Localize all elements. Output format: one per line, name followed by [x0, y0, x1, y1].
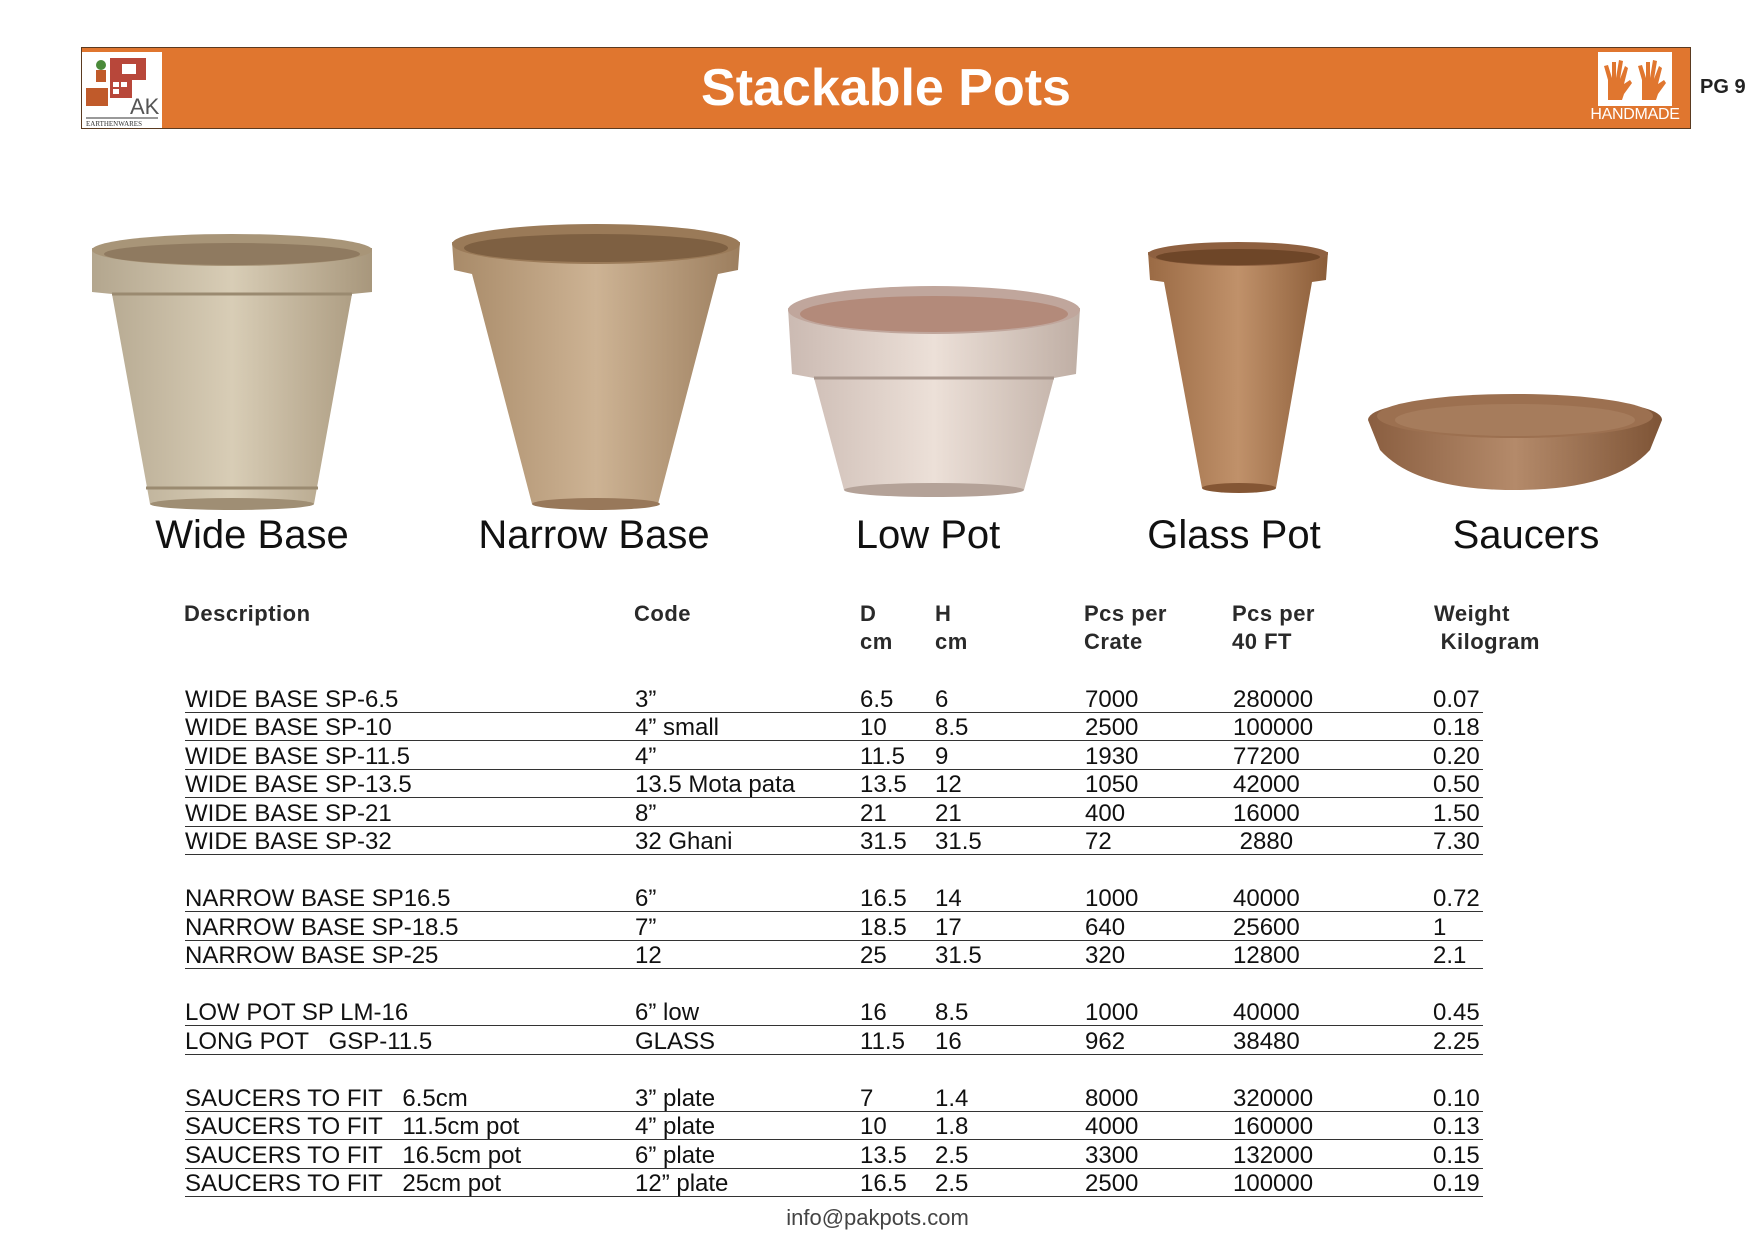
cell-code: 12	[635, 942, 662, 969]
cell-crate: 8000	[1085, 1085, 1139, 1112]
cell-w: 7.30	[1433, 828, 1480, 855]
cell-d: 16.5	[860, 885, 907, 912]
cell-ft: 2880	[1233, 828, 1294, 855]
cell-crate: 3300	[1085, 1142, 1139, 1169]
cell-code: 4”	[635, 743, 657, 770]
cell-h: 8.5	[935, 999, 969, 1026]
cell-code: 4” small	[635, 714, 720, 741]
cell-crate: 1930	[1085, 743, 1139, 770]
cell-ft: 42000	[1233, 771, 1300, 798]
cell-d: 13.5	[860, 1142, 907, 1169]
cell-desc: WIDE BASE SP-10	[185, 714, 392, 741]
table-row	[185, 828, 1483, 855]
cell-d: 6.5	[860, 686, 894, 713]
cell-desc: SAUCERS TO FIT 25cm pot	[185, 1170, 502, 1197]
cell-h: 12	[935, 771, 962, 798]
table-row	[185, 1170, 1483, 1197]
product-label-wide-base: Wide Base	[155, 513, 349, 557]
svg-text:EARTHENWARES: EARTHENWARES	[86, 120, 142, 128]
cell-crate: 2500	[1085, 714, 1139, 741]
cell-h: 31.5	[935, 828, 982, 855]
product-label-glass-pot: Glass Pot	[1147, 513, 1321, 557]
cell-desc: SAUCERS TO FIT 16.5cm pot	[185, 1142, 522, 1169]
cell-d: 21	[860, 800, 887, 827]
narrow-base-pot-image	[448, 220, 744, 512]
header-description: Description	[184, 601, 311, 626]
cell-desc: WIDE BASE SP-21	[185, 800, 392, 827]
wide-base-pot-image	[88, 232, 376, 514]
cell-d: 16	[860, 999, 887, 1026]
cell-code: 3”	[635, 686, 657, 713]
cell-w: 1	[1433, 914, 1447, 941]
table-row	[185, 1028, 1483, 1055]
cell-code: GLASS	[635, 1028, 716, 1055]
cell-w: 0.07	[1433, 686, 1480, 713]
cell-crate: 640	[1085, 914, 1126, 941]
cell-ft: 320000	[1233, 1085, 1314, 1112]
cell-d: 11.5	[860, 743, 905, 770]
cell-d: 25	[860, 942, 887, 969]
cell-ft: 38480	[1233, 1028, 1300, 1055]
page-title: Stackable Pots	[701, 59, 1071, 117]
cell-crate: 962	[1085, 1028, 1126, 1055]
table-row	[185, 1113, 1483, 1140]
cell-h: 31.5	[935, 942, 982, 969]
table-row	[185, 686, 1483, 713]
cell-desc: LOW POT SP LM-16	[185, 999, 409, 1026]
saucer-image	[1364, 380, 1666, 496]
cell-d: 11.5	[860, 1028, 905, 1055]
cell-crate: 1050	[1085, 771, 1139, 798]
cell-w: 0.45	[1433, 999, 1480, 1026]
cell-code: 3” plate	[635, 1085, 716, 1112]
cell-w: 0.10	[1433, 1085, 1480, 1112]
svg-text:AK: AK	[130, 94, 160, 119]
cell-ft: 100000	[1233, 1170, 1314, 1197]
cell-crate: 4000	[1085, 1113, 1139, 1140]
cell-ft: 40000	[1233, 999, 1300, 1026]
header-pcs-per-crate: Pcs per Crate	[1084, 601, 1167, 654]
header-diameter: D cm	[860, 601, 893, 654]
cell-w: 0.50	[1433, 771, 1480, 798]
cell-crate: 400	[1085, 800, 1126, 827]
cell-h: 1.8	[935, 1113, 969, 1140]
cell-h: 1.4	[935, 1085, 969, 1112]
cell-h: 8.5	[935, 714, 969, 741]
cell-ft: 100000	[1233, 714, 1314, 741]
cell-ft: 160000	[1233, 1113, 1314, 1140]
cell-w: 0.15	[1433, 1142, 1480, 1169]
cell-w: 0.18	[1433, 714, 1480, 741]
cell-h: 9	[935, 743, 949, 770]
low-pot-image	[784, 284, 1084, 500]
header-weight: Weight Kilogram	[1434, 601, 1540, 654]
cell-crate: 72	[1085, 828, 1112, 855]
cell-ft: 12800	[1233, 942, 1300, 969]
cell-code: 6” low	[635, 999, 700, 1026]
cell-d: 7	[860, 1085, 874, 1112]
cell-code: 6”	[635, 885, 657, 912]
cell-desc: WIDE BASE SP-13.5	[185, 771, 412, 798]
table-row	[185, 743, 1483, 770]
header-pcs-per-40ft: Pcs per 40 FT	[1232, 601, 1315, 654]
cell-ft: 40000	[1233, 885, 1300, 912]
cell-code: 13.5 Mota pata	[635, 771, 796, 798]
product-label-saucers: Saucers	[1452, 513, 1600, 557]
cell-code: 12” plate	[635, 1170, 729, 1197]
page-number: PG 9	[1700, 76, 1746, 98]
cell-d: 18.5	[860, 914, 907, 941]
cell-h: 21	[935, 800, 962, 827]
cell-crate: 1000	[1085, 885, 1139, 912]
cell-ft: 132000	[1233, 1142, 1314, 1169]
cell-desc: NARROW BASE SP-25	[185, 942, 439, 969]
glass-pot-image	[1146, 240, 1330, 496]
cell-desc: WIDE BASE SP-6.5	[185, 686, 399, 713]
header-banner	[81, 47, 1691, 129]
cell-code: 4” plate	[635, 1113, 716, 1140]
handmade-label: HANDMADE	[1590, 106, 1680, 123]
cell-h: 17	[935, 914, 962, 941]
product-label-low-pot: Low Pot	[855, 513, 1001, 557]
contact-email: info@pakpots.com	[786, 1205, 969, 1230]
cell-w: 0.13	[1433, 1113, 1480, 1140]
cell-crate: 7000	[1085, 686, 1139, 713]
cell-w: 0.19	[1433, 1170, 1480, 1197]
cell-w: 2.1	[1433, 942, 1467, 969]
cell-h: 16	[935, 1028, 962, 1055]
cell-crate: 2500	[1085, 1170, 1139, 1197]
cell-ft: 280000	[1233, 686, 1314, 713]
handmade-badge	[1586, 52, 1684, 124]
table-row	[185, 1085, 1483, 1112]
table-row	[185, 885, 1483, 912]
cell-d: 10	[860, 714, 887, 741]
cell-crate: 320	[1085, 942, 1126, 969]
header-code: Code	[634, 601, 691, 626]
cell-desc: WIDE BASE SP-32	[185, 828, 392, 855]
cell-w: 0.72	[1433, 885, 1480, 912]
cell-h: 2.5	[935, 1142, 969, 1169]
table-row	[185, 771, 1483, 798]
cell-ft: 25600	[1233, 914, 1300, 941]
product-label-narrow-base: Narrow Base	[478, 513, 710, 557]
cell-d: 31.5	[860, 828, 907, 855]
cell-desc: SAUCERS TO FIT 6.5cm	[185, 1085, 468, 1112]
cell-code: 32 Ghani	[635, 828, 733, 855]
cell-h: 6	[935, 686, 949, 713]
table-row	[185, 999, 1483, 1026]
cell-w: 0.20	[1433, 743, 1480, 770]
table-row	[185, 714, 1483, 741]
cell-desc: SAUCERS TO FIT 11.5cm pot	[185, 1113, 520, 1140]
cell-ft: 16000	[1233, 800, 1300, 827]
cell-d: 10	[860, 1113, 887, 1140]
cell-desc: WIDE BASE SP-11.5	[185, 743, 410, 770]
table-row	[185, 914, 1483, 941]
header-height: H cm	[935, 601, 968, 654]
cell-desc: LONG POT GSP-11.5	[185, 1028, 433, 1055]
cell-w: 2.25	[1433, 1028, 1480, 1055]
cell-d: 16.5	[860, 1170, 907, 1197]
table-row	[185, 942, 1483, 969]
cell-code: 6” plate	[635, 1142, 716, 1169]
cell-code: 8”	[635, 800, 657, 827]
cell-h: 14	[935, 885, 962, 912]
table-row	[185, 800, 1483, 827]
cell-ft: 77200	[1233, 743, 1300, 770]
cell-desc: NARROW BASE SP16.5	[185, 885, 451, 912]
cell-w: 1.50	[1433, 800, 1480, 827]
table-row	[185, 1142, 1483, 1169]
cell-crate: 1000	[1085, 999, 1139, 1026]
cell-desc: NARROW BASE SP-18.5	[185, 914, 459, 941]
cell-code: 7”	[635, 914, 657, 941]
cell-d: 13.5	[860, 771, 907, 798]
hands-icon	[1586, 52, 1684, 106]
cell-h: 2.5	[935, 1170, 969, 1197]
